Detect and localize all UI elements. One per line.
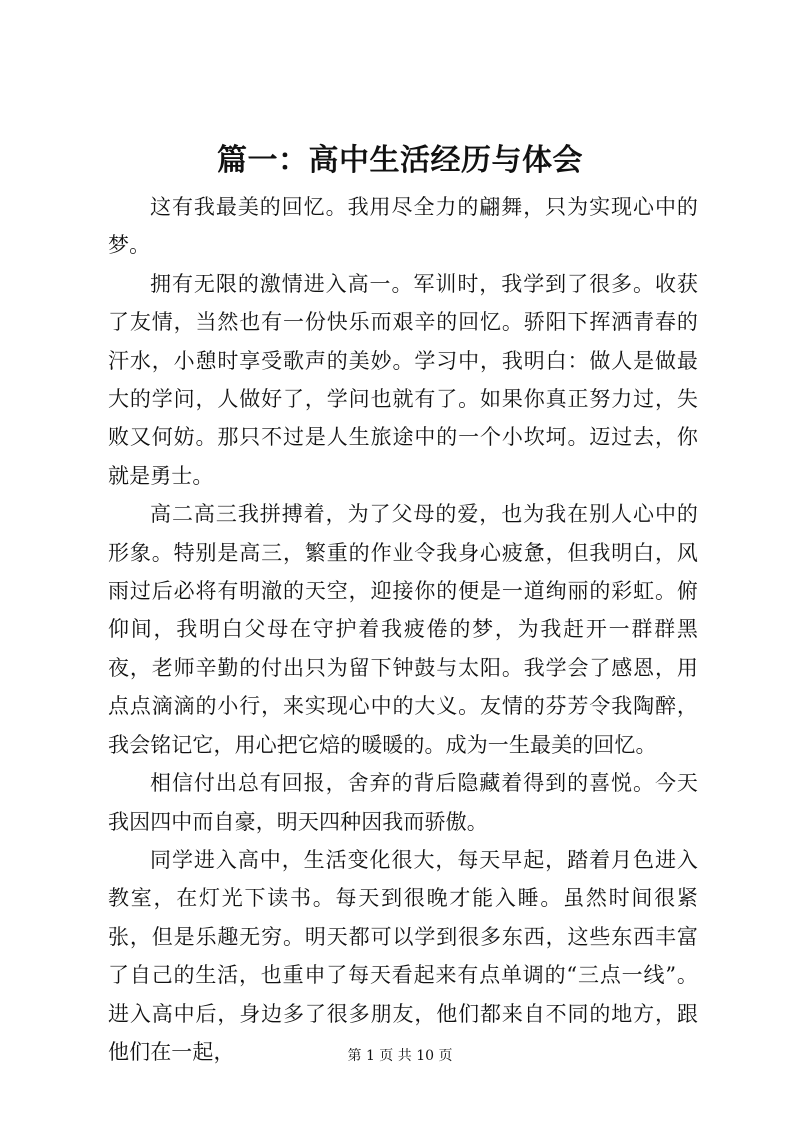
- paragraph-4: 相信付出总有回报，舍弃的背后隐藏着得到的喜悦。今天我因四中而自豪，明天四种因我而骄傲。: [108, 771, 698, 834]
- paragraph-3: 高二高三我拼搏着，为了父母的爱，也为我在别人心中的形象。特别是高三，繁重的作业令我身心疲惫，但我明白，风雨过后必将有明澈的天空，迎接你的便是一道绚丽的彩虹。俯仰间，我明白父母在守护着我疲倦的梦，为我赶开一群群黑夜，老师辛勤的付出只为留下钟鼓与太阳。我学会了感恩，用点点滴滴的小行，来实现心中的大义。友情的芬芳令我陶醉，我会铭记它，用心把它焙的暖暖的。成为一生最美的回忆。: [108, 502, 698, 757]
- page-footer: 第 1 页 共 10 页: [347, 1048, 453, 1064]
- paragraph-2: 拥有无限的激情进入高一。军训时，我学到了很多。收获了友情，当然也有一份快乐而艰辛的回忆。骄阳下挥洒青春的汗水，小憩时享受歌声的美妙。学习中，我明白：做人是做最大的学问，人做好了，学问也就有了。如果你真正努力过，失败又何妨。那只不过是人生旅途中的一个小坎坷。迈过去，你就是勇士。: [108, 271, 698, 488]
- body-text: [108, 188, 698, 1071]
- page-title: 篇一：高中生活经历与体会: [217, 143, 583, 178]
- paragraph-1: 这有我最美的回忆。我用尽全力的翩舞，只为实现心中的梦。: [108, 195, 698, 258]
- paragraph-5: 同学进入高中，生活变化很大，每天早起，踏着月色进入教室，在灯光下读书。每天到很晚才能入睡。虽然时间很紧张，但是乐趣无穷。明天都可以学到很多东西，这些东西丰富了自己的生活，也重申了每天看起来有点单调的“三点一线”。进入高中后，身边多了很多朋友，他们都来自不同的地方，跟他们在一起，: [108, 847, 698, 1064]
